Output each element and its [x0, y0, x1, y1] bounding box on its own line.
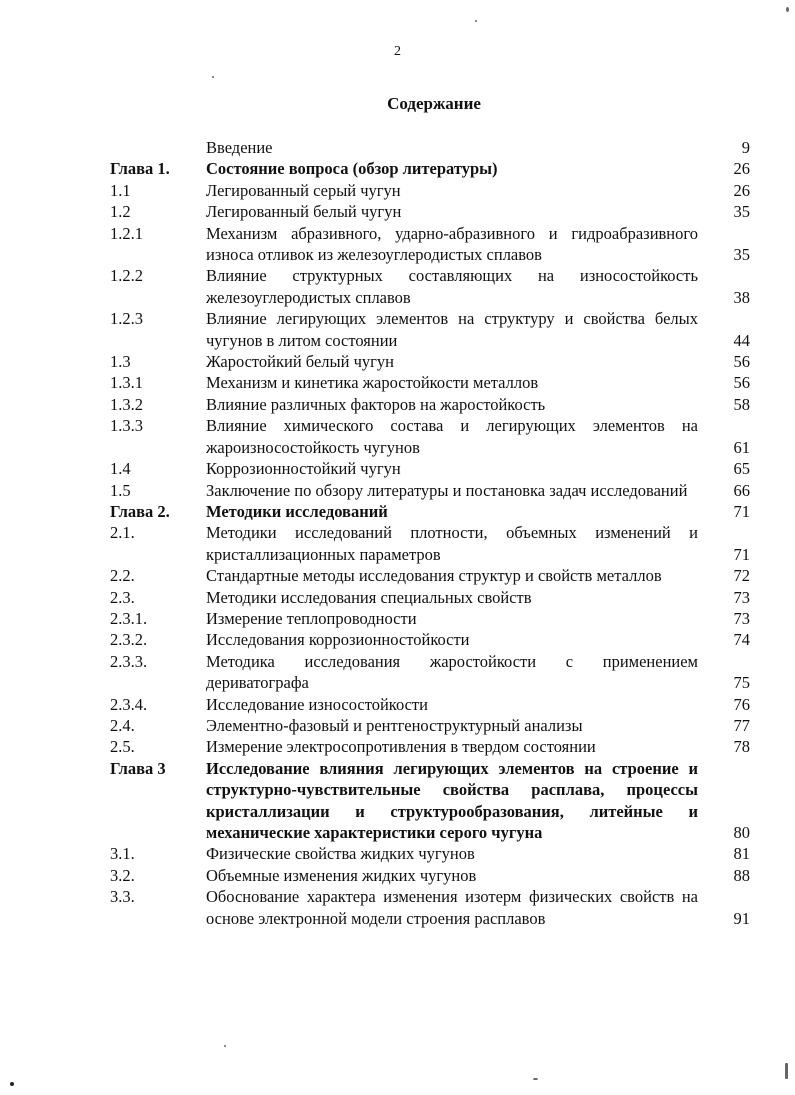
- toc-entry-page: 91: [733, 908, 750, 928]
- toc-entry: [110, 608, 750, 629]
- toc-entry-page: 74: [733, 630, 750, 650]
- scan-speck: [533, 1078, 538, 1080]
- toc-entry: [110, 394, 750, 415]
- toc-entry: [110, 308, 750, 351]
- toc-entry-title: Легированный серый чугун: [206, 180, 401, 200]
- toc-entry: [110, 158, 750, 179]
- toc-entry-page: 9: [741, 138, 750, 157]
- toc-entry: [110, 565, 750, 586]
- toc-entry-title: Обоснование характера изменения изотерм физических свойств на основе электронной модели строения расплавов: [206, 887, 698, 928]
- toc-entry-number: 2.5.: [110, 737, 135, 757]
- scan-speck: [10, 1082, 14, 1086]
- toc-entry-page: 61: [733, 437, 750, 457]
- toc-entry: [110, 458, 750, 479]
- toc-entry-page: 81: [733, 844, 750, 864]
- toc-entry-page: 44: [733, 330, 750, 350]
- toc-entry-title: Элементно-фазовый и рентгеноструктурный анализы: [206, 715, 583, 735]
- toc-entry-number: Глава 3: [110, 758, 166, 778]
- toc-entry: [110, 694, 750, 715]
- toc-entry-number: 2.3.1.: [110, 608, 148, 628]
- toc-entry: [110, 415, 750, 458]
- toc-entry-title: Влияние химического состава и легирующих элементов на жароизносостойкость чугунов: [206, 416, 698, 457]
- toc-entry-number: 1.3: [110, 352, 131, 372]
- toc-entry: [110, 843, 750, 864]
- toc-entry-page: 56: [733, 373, 750, 393]
- toc-entry-number: 2.3.3.: [110, 651, 148, 671]
- toc-entry-title: Объемные изменения жидких чугунов: [206, 865, 477, 885]
- toc-entry-title: Легированный белый чугун: [206, 202, 402, 222]
- toc-entry: [110, 651, 750, 694]
- toc-entry-page: 72: [733, 566, 750, 586]
- toc-entry-page: 38: [733, 287, 750, 307]
- toc-entry: [110, 758, 750, 844]
- table-of-contents: [110, 137, 750, 929]
- toc-entry-title: Методики исследований: [206, 501, 388, 521]
- toc-entry-page: 77: [733, 715, 750, 735]
- toc-entry: [110, 736, 750, 757]
- toc-entry: [110, 137, 750, 158]
- toc-entry-page: 56: [733, 352, 750, 372]
- scan-speck: [212, 76, 214, 78]
- toc-entry-title: Механизм абразивного, ударно-абразивного и гидроабразивного износа отливок из железоуглеродистых сплавов: [206, 223, 698, 265]
- toc-entry-number: 1.2.1: [110, 223, 143, 243]
- toc-entry-number: 1.3.2: [110, 394, 143, 414]
- toc-entry-number: 1.4: [110, 459, 131, 479]
- toc-entry-page: 35: [733, 245, 750, 265]
- toc-entry: [110, 715, 750, 736]
- toc-entry-title: Заключение по обзору литературы и постановка задач исследований: [206, 480, 688, 500]
- toc-entry-number: Глава 1.: [110, 159, 170, 179]
- toc-entry-number: 2.3.4.: [110, 694, 148, 714]
- toc-entry: [110, 629, 750, 650]
- toc-entry: [110, 265, 750, 308]
- toc-entry-number: 3.1.: [110, 844, 135, 864]
- toc-entry-number: 2.1.: [110, 523, 135, 543]
- toc-entry: [110, 201, 750, 222]
- toc-entry: [110, 886, 750, 929]
- toc-entry-title: Влияние легирующих элементов на структуру и свойства белых чугунов в литом состоянии: [206, 309, 698, 350]
- scan-speck: [224, 1045, 226, 1047]
- toc-entry-title: Исследования коррозионностойкости: [206, 630, 470, 650]
- toc-entry-number: 1.5: [110, 480, 131, 500]
- toc-entry-page: 26: [733, 159, 750, 179]
- toc-entry-title: Методики исследования специальных свойств: [206, 587, 532, 607]
- toc-entry-page: 66: [733, 480, 750, 500]
- toc-entry-page: 26: [733, 180, 750, 200]
- scan-speck: [786, 7, 789, 12]
- toc-entry: [110, 522, 750, 565]
- toc-entry-title: Исследование влияния легирующих элементов на строение и структурно-чувствительные свойства расплава, процессы кристаллизации и структурообразования, литейные и механические характеристики серого чугуна: [206, 758, 698, 842]
- toc-entry-page: 71: [733, 501, 750, 521]
- toc-entry: [110, 180, 750, 201]
- toc-entry-number: 1.2: [110, 202, 131, 222]
- toc-entry-number: 1.3.3: [110, 416, 143, 436]
- toc-entry-number: Глава 2.: [110, 501, 170, 521]
- toc-entry-number: 1.2.2: [110, 266, 143, 286]
- toc-entry-number: 2.3.2.: [110, 630, 148, 650]
- toc-entry-page: 65: [733, 459, 750, 479]
- toc-entry-page: 73: [733, 608, 750, 628]
- toc-entry-title: Физические свойства жидких чугунов: [206, 844, 475, 864]
- toc-entry-title: Исследование износостойкости: [206, 694, 428, 714]
- toc-entry: [110, 587, 750, 608]
- toc-entry: [110, 501, 750, 522]
- toc-entry-page: 76: [733, 694, 750, 714]
- toc-entry: [110, 480, 750, 501]
- toc-entry-title: Методики исследований плотности, объемных изменений и кристаллизационных параметров: [206, 523, 698, 564]
- scan-speck: [785, 1063, 788, 1079]
- toc-entry-title: Влияние различных факторов на жаростойкость: [206, 394, 546, 414]
- toc-entry: [110, 372, 750, 393]
- toc-entry-page: 78: [733, 737, 750, 757]
- toc-entry-title: Введение: [206, 138, 273, 157]
- page-title: Содержание: [387, 94, 481, 113]
- toc-entry-number: 2.4.: [110, 715, 135, 735]
- toc-entry-page: 80: [733, 823, 750, 842]
- toc-entry-number: 2.2.: [110, 566, 135, 586]
- toc-entry-page: 58: [733, 394, 750, 414]
- page-number: 2: [394, 44, 401, 59]
- toc-entry: [110, 351, 750, 372]
- toc-entry-page: 35: [733, 202, 750, 222]
- toc-entry: [110, 223, 750, 266]
- toc-entry-page: 73: [733, 587, 750, 607]
- toc-entry-title: Методика исследования жаростойкости с применением дериватографа: [206, 651, 698, 693]
- toc-entry-title: Состояние вопроса (обзор литературы): [206, 159, 498, 179]
- toc-entry-page: 71: [733, 544, 750, 564]
- toc-entry-number: 1.1: [110, 180, 131, 200]
- toc-entry-title: Измерение теплопроводности: [206, 608, 417, 628]
- toc-entry-number: 2.3.: [110, 587, 135, 607]
- toc-entry-number: 1.3.1: [110, 373, 143, 393]
- toc-entry-number: 1.2.3: [110, 309, 143, 329]
- toc-entry-page: 75: [733, 673, 750, 693]
- toc-entry-title: Жаростойкий белый чугун: [206, 352, 394, 372]
- toc-entry-title: Измерение электросопротивления в твердом состоянии: [206, 737, 596, 757]
- toc-entry-number: 3.3.: [110, 887, 135, 907]
- toc-entry-number: 3.2.: [110, 865, 135, 885]
- toc-entry-title: Механизм и кинетика жаростойкости металлов: [206, 373, 539, 393]
- toc-entry-title: Коррозионностойкий чугун: [206, 459, 401, 479]
- toc-entry-page: 88: [733, 865, 750, 885]
- toc-entry: [110, 865, 750, 886]
- toc-entry-title: Влияние структурных составляющих на износостойкость железоуглеродистых сплавов: [206, 266, 698, 307]
- scan-speck: [475, 20, 477, 22]
- toc-entry-title: Стандартные методы исследования структур и свойств металлов: [206, 566, 662, 586]
